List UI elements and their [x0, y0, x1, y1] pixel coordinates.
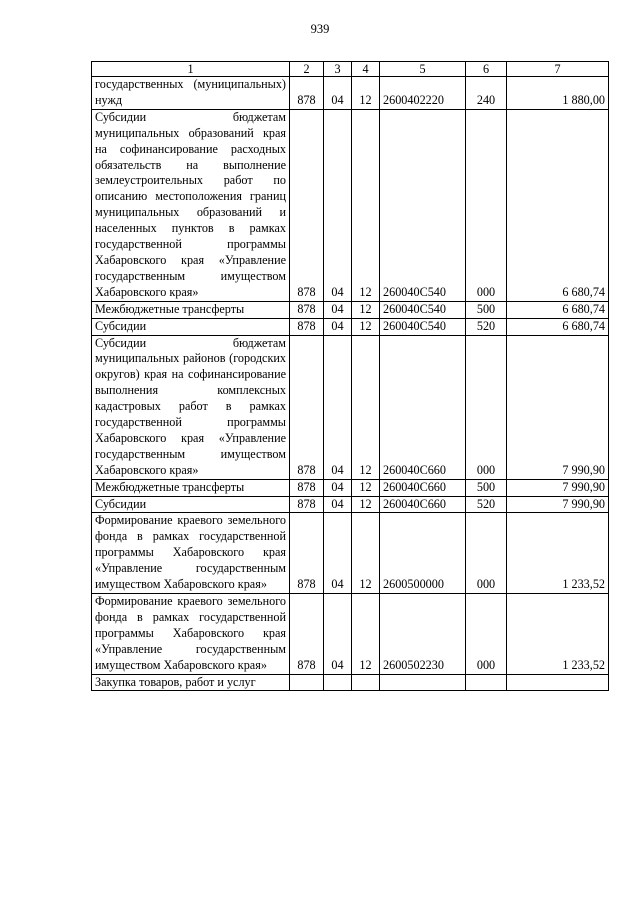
table-row	[92, 301, 609, 318]
code-cell: 12	[352, 513, 380, 594]
table-row	[92, 109, 609, 301]
code-cell: 04	[324, 594, 352, 675]
amount-cell: 7 990,90	[507, 496, 609, 513]
code-cell: 12	[352, 335, 380, 479]
code-cell: 04	[324, 513, 352, 594]
code-cell: 878	[290, 77, 324, 110]
code-cell	[324, 674, 352, 691]
code-cell: 000	[466, 594, 507, 675]
code-cell: 2600502230	[380, 594, 466, 675]
header-cell: 2	[290, 62, 324, 77]
code-cell: 260040С660	[380, 496, 466, 513]
code-cell: 878	[290, 109, 324, 301]
row-name-cell: Субсидии	[92, 318, 290, 335]
header-cell: 7	[507, 62, 609, 77]
header-cell: 4	[352, 62, 380, 77]
code-cell: 04	[324, 496, 352, 513]
amount-cell: 7 990,90	[507, 479, 609, 496]
code-cell: 878	[290, 318, 324, 335]
header-cell: 3	[324, 62, 352, 77]
code-cell: 04	[324, 479, 352, 496]
table-row	[92, 496, 609, 513]
code-cell: 240	[466, 77, 507, 110]
page-number: 939	[310, 22, 330, 36]
header-cell: 1	[92, 62, 290, 77]
code-cell: 878	[290, 301, 324, 318]
row-name-cell: Субсидии	[92, 496, 290, 513]
code-cell: 878	[290, 513, 324, 594]
amount-cell	[507, 674, 609, 691]
code-cell: 000	[466, 109, 507, 301]
code-cell: 04	[324, 318, 352, 335]
code-cell: 000	[466, 335, 507, 479]
budget-table	[91, 61, 609, 691]
row-name-cell: государственных (муниципальных) нужд	[92, 77, 290, 110]
table-row	[92, 77, 609, 110]
table-row	[92, 674, 609, 691]
row-name-cell: Межбюджетные трансферты	[92, 301, 290, 318]
code-cell: 260040С540	[380, 109, 466, 301]
code-cell: 878	[290, 479, 324, 496]
table-row	[92, 318, 609, 335]
code-cell: 12	[352, 301, 380, 318]
code-cell	[290, 674, 324, 691]
amount-cell: 6 680,74	[507, 109, 609, 301]
header-row	[92, 62, 609, 77]
code-cell: 878	[290, 335, 324, 479]
amount-cell: 1 233,52	[507, 594, 609, 675]
amount-cell: 6 680,74	[507, 318, 609, 335]
code-cell: 04	[324, 109, 352, 301]
code-cell: 260040С660	[380, 479, 466, 496]
row-name-cell: Субсидии бюджетам муниципальных образований края на софинансирование расходных обязательств на выполнение землеустроительных работ по описанию местоположения границ муниципальных образований и населенных пунктов в рамках государственной программы Хабаровского края «Управление государственным имуществом Хабаровского края»	[92, 109, 290, 301]
amount-cell: 1 233,52	[507, 513, 609, 594]
table-row	[92, 479, 609, 496]
code-cell: 04	[324, 77, 352, 110]
header-cell: 5	[380, 62, 466, 77]
code-cell: 12	[352, 479, 380, 496]
code-cell: 12	[352, 318, 380, 335]
code-cell: 520	[466, 318, 507, 335]
row-name-cell: Формирование краевого земельного фонда в рамках государственной программы Хабаровского края «Управление государственным имуществом Хабаровского края»	[92, 513, 290, 594]
code-cell: 878	[290, 594, 324, 675]
code-cell: 04	[324, 335, 352, 479]
code-cell: 260040С540	[380, 318, 466, 335]
code-cell: 520	[466, 496, 507, 513]
code-cell: 12	[352, 109, 380, 301]
code-cell: 2600500000	[380, 513, 466, 594]
code-cell: 2600402220	[380, 77, 466, 110]
code-cell	[466, 674, 507, 691]
code-cell: 12	[352, 496, 380, 513]
table-row	[92, 513, 609, 594]
table-row	[92, 594, 609, 675]
code-cell: 260040С660	[380, 335, 466, 479]
code-cell: 04	[324, 301, 352, 318]
code-cell	[352, 674, 380, 691]
code-cell: 260040С540	[380, 301, 466, 318]
code-cell: 12	[352, 594, 380, 675]
row-name-cell: Субсидии бюджетам муниципальных районов (городских округов) края на софинансирование выполнения комплексных кадастровых работ в рамках государственной программы Хабаровского края «Управление государственным имуществом Хабаровского края»	[92, 335, 290, 479]
table-row	[92, 335, 609, 479]
amount-cell: 6 680,74	[507, 301, 609, 318]
code-cell: 500	[466, 479, 507, 496]
row-name-cell: Формирование краевого земельного фонда в рамках государственной программы Хабаровского края «Управление государственным имуществом Хабаровского края»	[92, 594, 290, 675]
code-cell: 12	[352, 77, 380, 110]
amount-cell: 1 880,00	[507, 77, 609, 110]
code-cell: 500	[466, 301, 507, 318]
code-cell: 000	[466, 513, 507, 594]
code-cell	[380, 674, 466, 691]
code-cell: 878	[290, 496, 324, 513]
row-name-cell: Межбюджетные трансферты	[92, 479, 290, 496]
amount-cell: 7 990,90	[507, 335, 609, 479]
header-cell: 6	[466, 62, 507, 77]
row-name-cell: Закупка товаров, работ и услуг	[92, 674, 290, 691]
